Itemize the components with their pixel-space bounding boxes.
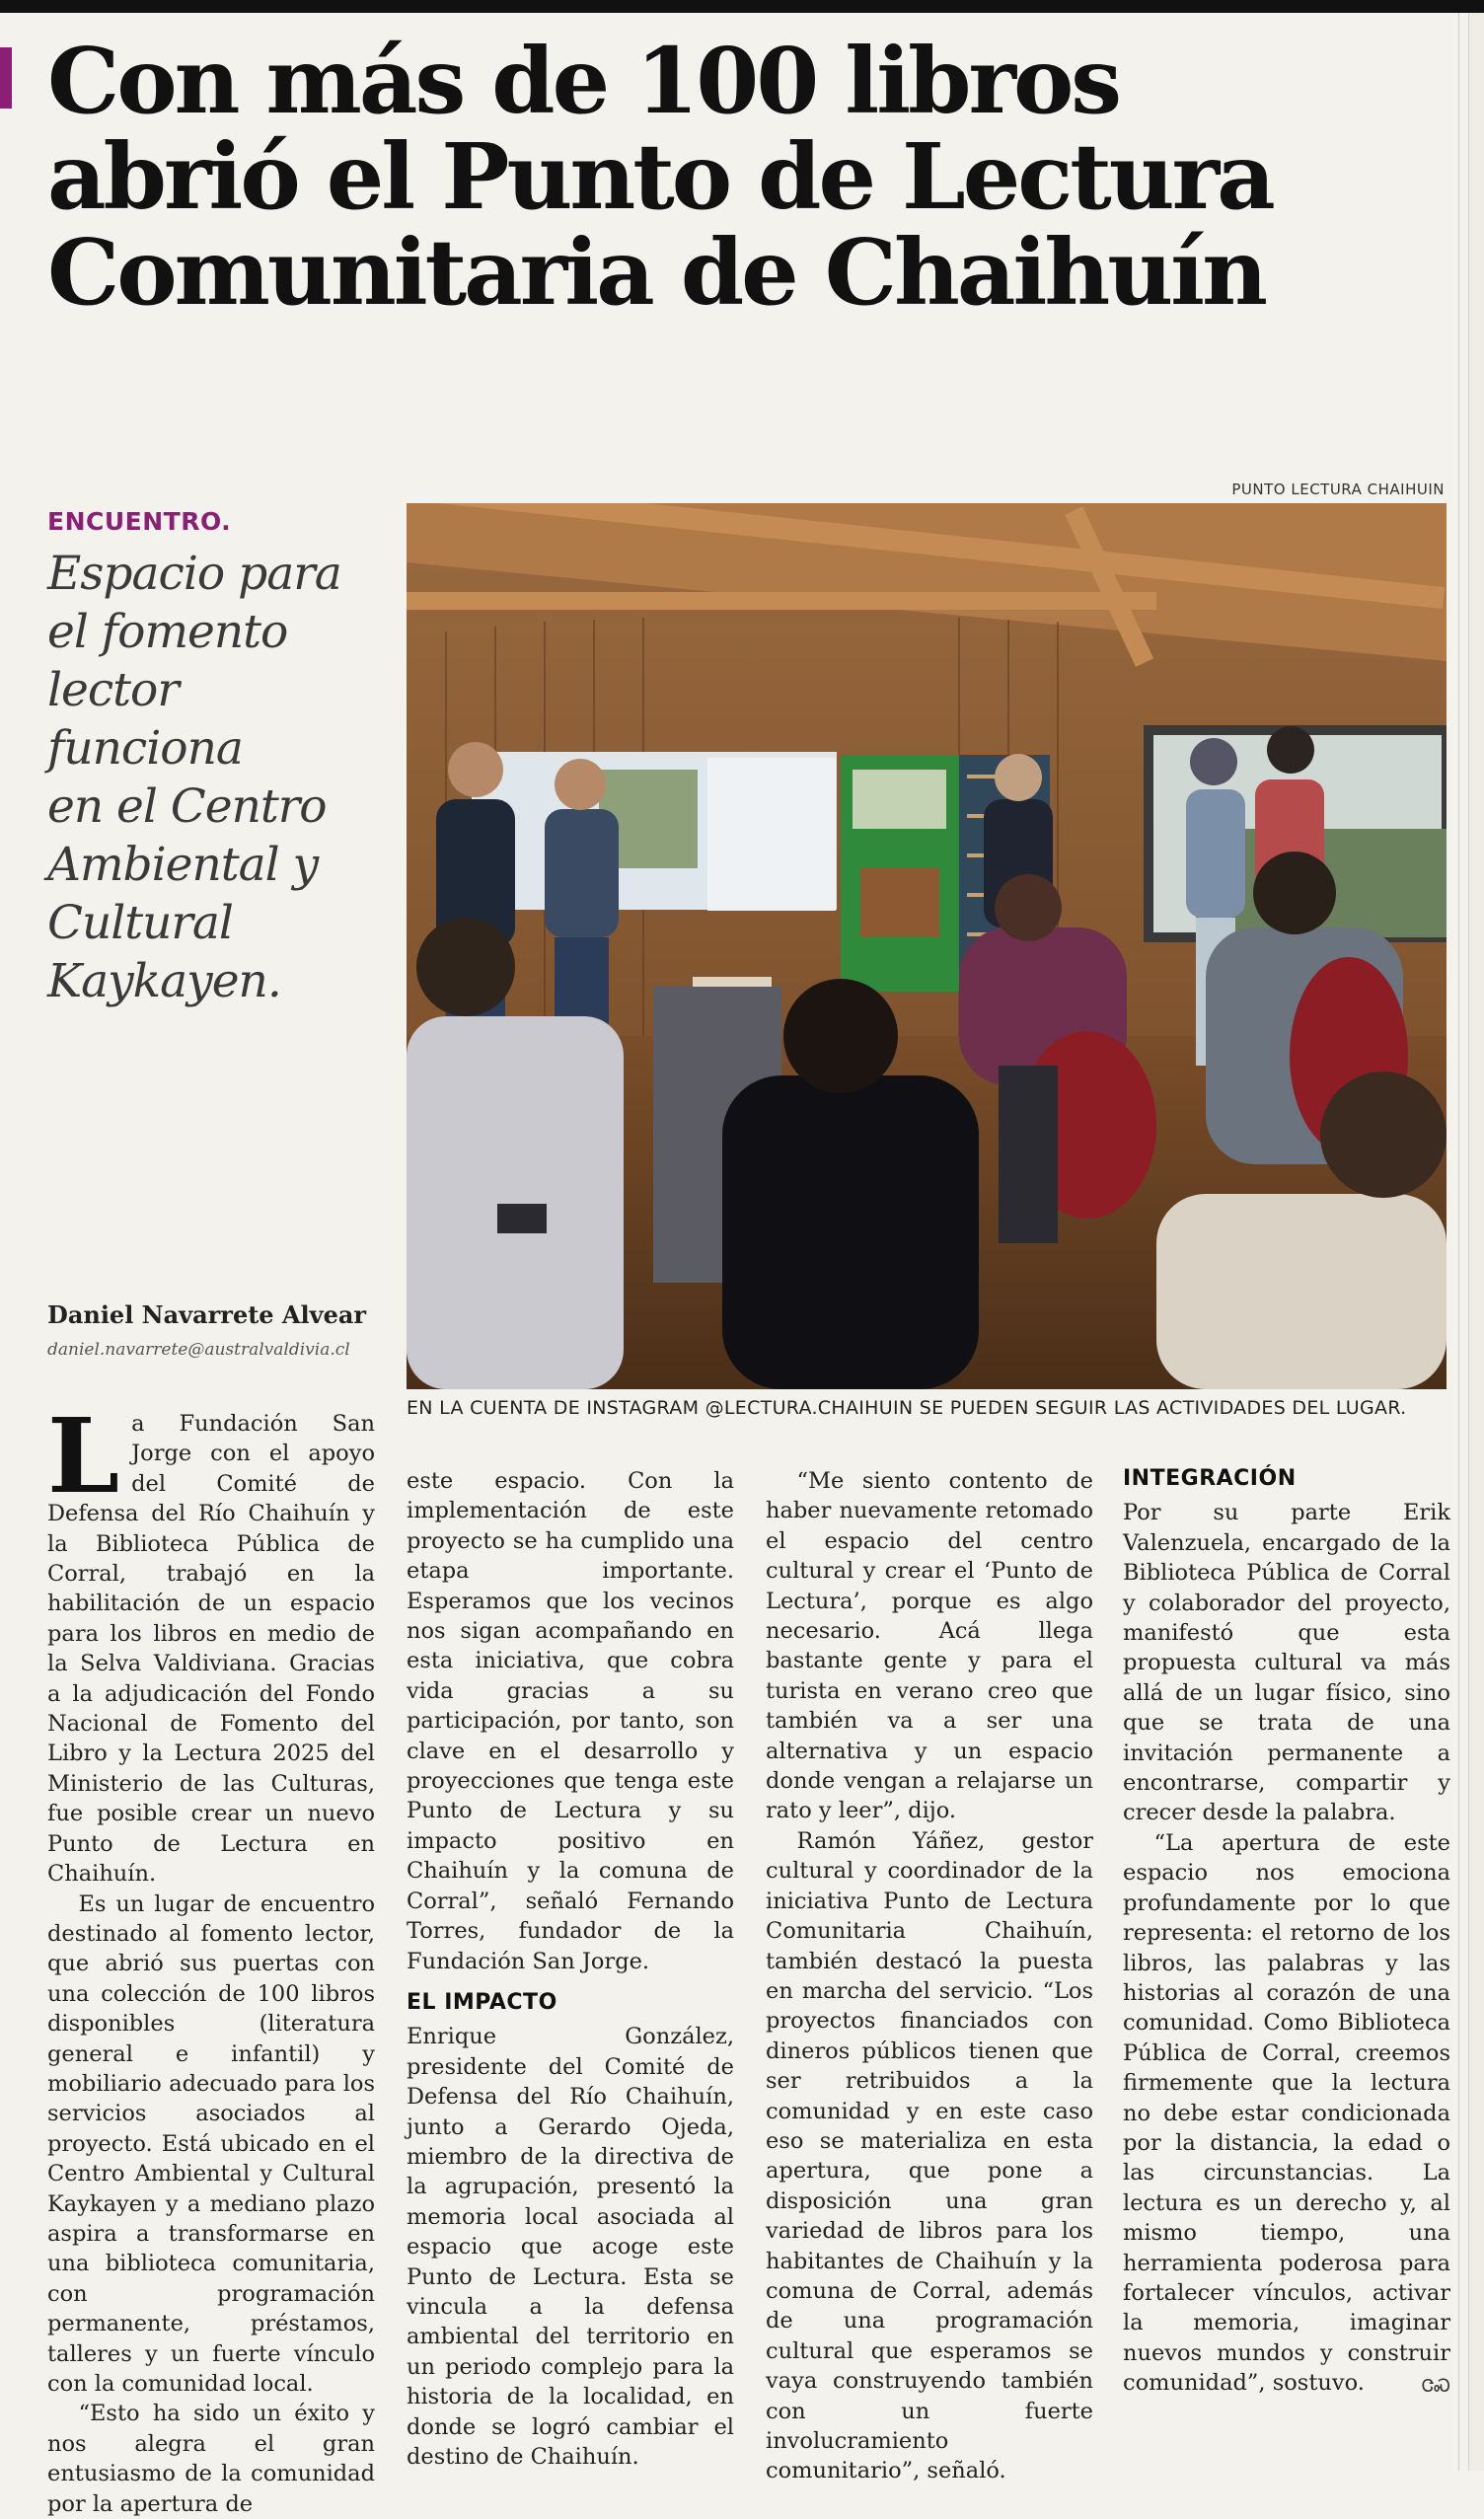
paragraph-text: “Esto ha sido un éxito y nos alegra el gran entusiasmo de la comunidad por la apertura de [47,2401,375,2517]
headline-line-3: Comunitaria de Chaihuín [47,219,1266,326]
photo-caption: EN LA CUENTA DE INSTAGRAM @LECTURA.CHAIHUIN SE PUEDEN SEGUIR LAS ACTIVIDADES DEL LUGAR. [407,1397,1407,1419]
event-photo [407,503,1447,1389]
deck-line: Ambiental y [47,838,319,892]
drop-cap: L [47,1395,120,1517]
column-divider [1458,13,1459,2471]
headline [47,28,1448,326]
photo-credit: PUNTO LECTURA CHAIHUIN [1231,481,1445,498]
deck-line: Cultural [47,896,233,950]
headline-line-2: abrió el Punto de Lectura [47,123,1273,230]
article-column-3 [766,1466,1093,2486]
event-photo-illustration [407,503,1447,1389]
paragraph: Ramón Yáñez, gestor cultural y coordinador de la iniciativa Punto de Lectura Comunitaria Chaihuín, también destacó la puesta en marcha del servicio. “Los proyectos financiados con dineros públicos tienen que ser retribuidos a la comunidad y en este caso eso se materializa en esta apertura, que pone a disposición una gran variedad de libros para los habitantes de Chaihuín y la comuna de Corral, además de una programación cultural que esperamos se vaya construyendo también con un fuerte involucramiento comunitario”, señaló. [766,1827,1093,2484]
paragraph: este espacio. Con la implementación de este proyecto se ha cumplido una etapa importante. Esperamos que los vecinos nos sigan acompañando en esta iniciativa, que cobra vida gracias a su participación, por tanto, son clave en el desarrollo y proyecciones que tenga este Punto de Lectura y su impacto positivo en Chaihuín y la comuna de Corral”, señaló Fernando Torres, fundador de la Fundación San Jorge. [407,1468,734,1974]
article-column-4 [1123,1464,1450,2403]
deck-line: el fomento [47,605,288,659]
subhead: EL IMPACTO [407,1989,557,2015]
paragraph: “La apertura de este espacio nos emociona profundamente por lo que representa: el retorno de los libros, las palabras y las historias al corazón de una comunidad. Como Biblioteca Pública de Corral, creemos firmemente que la lectura no debe estar condicionada por la distancia, la edad o las circunstancias. La lectura es un derecho y, al mismo tiempo, una herramienta poderosa para fortalecer vínculos, activar la memoria, imaginar nuevos mundos y construir comunidad”, sostuvo. ᏣᏍ [1123,1828,1450,2399]
headline-line-1: Con más de 100 libros [47,28,1120,134]
paragraph [47,1395,375,1889]
deck-line: Espacio para [47,547,341,601]
adjacent-page-edge [1468,13,1484,2471]
article-column-1 [47,1395,375,2519]
paragraph: Por su parte Erik Valenzuela, encargado de la Biblioteca Pública de Corral y colaborador del proyecto, manifestó que esta propuesta cultural va más allá de un lugar físico, sino que se trata de una invitación permanente a encontrarse, compartir y crecer desde la palabra. [1123,1500,1450,1826]
deck-line: en el Centro [47,779,327,834]
section-accent-bar [0,47,12,109]
paragraph-text: a Fundación San Jorge con el apoyo del Comité de Defensa del Río Chaihuín y la Biblioteca Pública de Corral, trabajó en la habilitación de un espacio para los libros en medio de la Selva Valdiviana. Gracias a la adjudicación del Fondo Nacional de Fomento del Libro y la Lectura 2025 del Ministerio de las Culturas, fue posible crear un nuevo Punto de Lectura en Chaihuín. [47,1411,375,1888]
paragraph: Enrique González, presidente del Comité de Defensa del Río Chaihuín, junto a Gerardo Ojeda, miembro de la directiva de la agrupación, presentó la memoria local asociada al espacio que acoge este Punto de Lectura. Esta se vincula a la defensa ambiental del territorio en un periodo complejo para la historia de la localidad, en donde se logró cambiar el destino de Chaihuín. [407,2024,734,2470]
deck-line: funciona [47,721,243,776]
end-mark-icon: ᏣᏍ [1421,2376,1450,2398]
deck-line: lector [47,663,179,717]
deck-line: Kaykayen. [47,954,281,1008]
paragraph: Es un lugar de encuentro destinado al fomento lector, que abrió sus puertas con una colección de 100 libros disponibles (literatura general e infantil) y mobiliario adecuado para los servicios asociados al proyecto. Está ubicado en el Centro Ambiental y Cultural Kaykayen y a mediano plazo aspira a transformarse en una biblioteca comunitaria, con programación permanente, préstamos, talleres y un fuerte vínculo con la comunidad local. [47,1890,375,2397]
author-name: Daniel Navarrete Alvear [47,1300,367,1329]
paragraph: “Me siento contento de haber nuevamente retomado el espacio del centro cultural y crear el ‘Punto de Lectura’, porque es algo necesario. Acá llega bastante gente y para el turista en verano creo que también va a ser una alternativa y un espacio donde vengan a relajarse un rato y leer”, dijo. [766,1468,1093,1824]
paragraph-quote-start [47,2399,375,2519]
deck [47,545,373,1010]
subhead: INTEGRACIÓN [1123,1466,1297,1491]
kicker: ENCUENTRO. [47,507,232,536]
article-column-2 [407,1466,734,2472]
top-rule [0,0,1484,13]
author-email: daniel.navarrete@australvaldivia.cl [47,1340,350,1360]
